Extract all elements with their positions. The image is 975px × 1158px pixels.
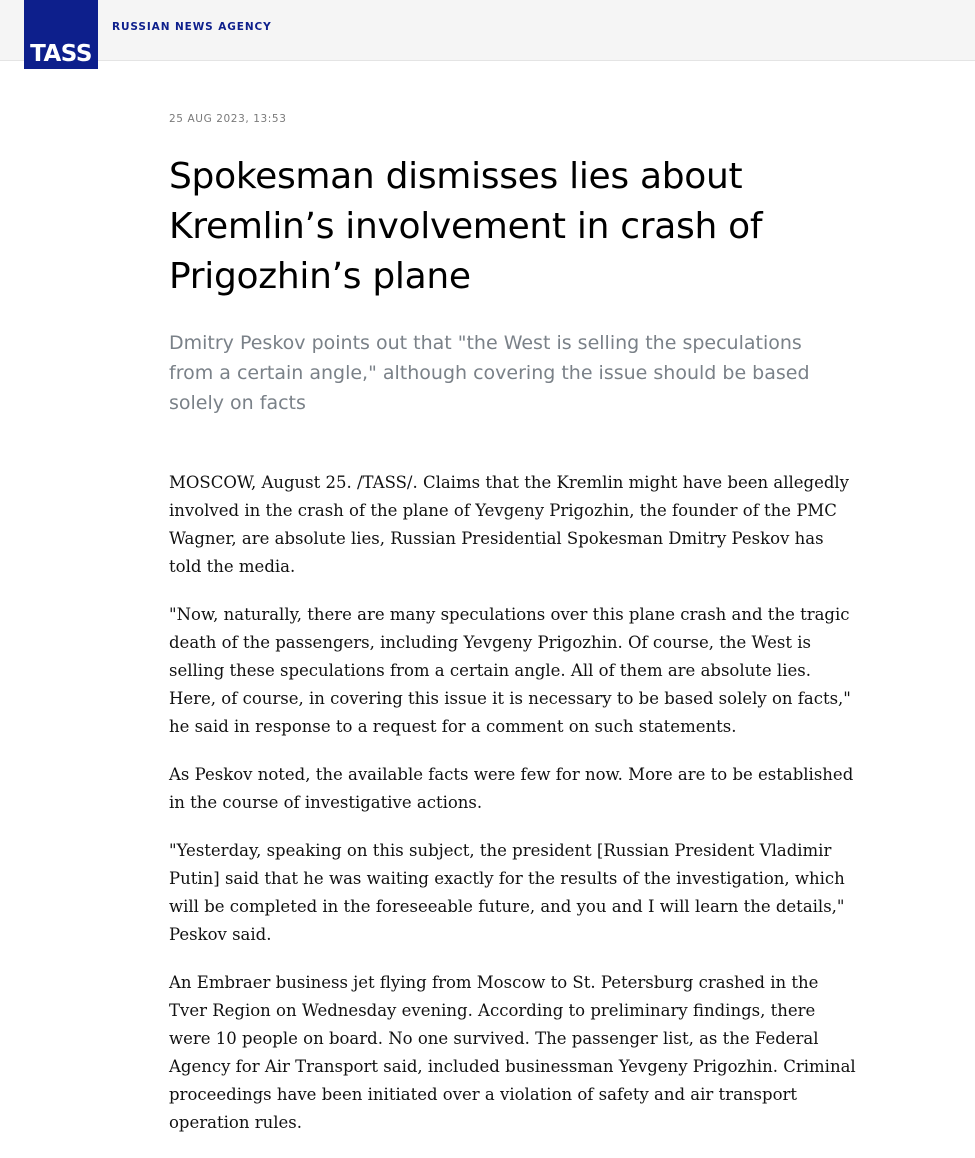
agency-name[interactable]: RUSSIAN NEWS AGENCY — [112, 21, 272, 33]
article-date: 25 AUG 2023, 13:53 — [169, 113, 287, 125]
article-title: Spokesman dismisses lies about Kremlin’s involvement in crash of Prigozhin’s plane — [169, 156, 763, 297]
article-lead: Dmitry Peskov points out that "the West is selling the speculations from a certain angle," although covering the issue should be based solely on facts — [169, 332, 810, 414]
article-paragraph: As Peskov noted, the available facts were few for now. More are to be established in the course of investigative actions. — [169, 765, 854, 812]
article-paragraph: An Embraer business jet flying from Moscow to St. Petersburg crashed in the Tver Region on Wednesday evening. According to preliminary findings, there were 10 people on board. No one survived. The passenger list, as the Federal Agency for Air Transport said, included businessman Yevgeny Prigozhin. Criminal proceedings have been initiated over a violation of safety and air transport operation rules. — [169, 973, 856, 1132]
article-paragraph: "Now, naturally, there are many speculations over this plane crash and the tragic death of the passengers, including Yevgeny Prigozhin. Of course, the West is selling these speculations from a certain angle. All of them are absolute lies. Here, of course, in covering this issue it is necessary to be based solely on facts," he said in response to a request for a comment on such statements. — [169, 605, 851, 736]
article-paragraph: MOSCOW, August 25. /TASS/. Claims that the Kremlin might have been allegedly involved in the crash of the plane of Yevgeny Prigozhin, the founder of the PMC Wagner, are absolute lies, Russian Presidential Spokesman Dmitry Peskov has told the media. — [169, 473, 849, 576]
tass-logo[interactable] — [24, 0, 98, 69]
logo-text: TASS — [30, 41, 92, 67]
article-body — [169, 469, 859, 1157]
site-header — [0, 0, 975, 67]
article-paragraph: "Yesterday, speaking on this subject, the president [Russian President Vladimir Putin] said that he was waiting exactly for the results of the investigation, which will be completed in the foreseeable future, and you and I will learn the details," Peskov said. — [169, 841, 845, 944]
